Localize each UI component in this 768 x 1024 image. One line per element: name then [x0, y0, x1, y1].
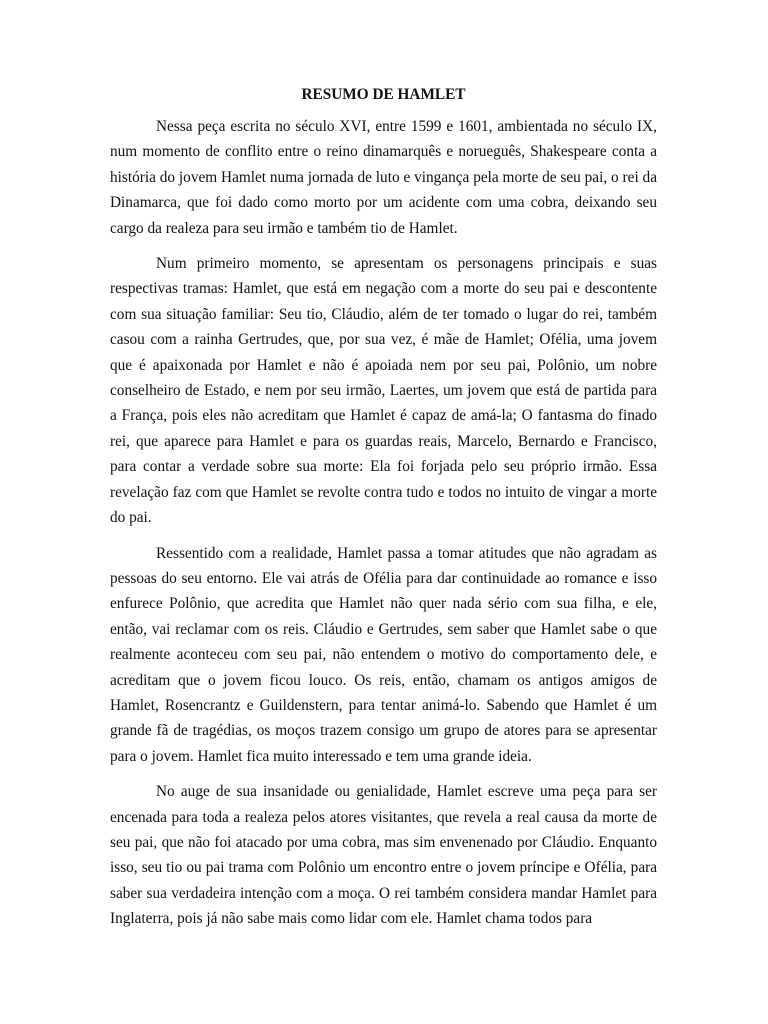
paragraph-4: No auge de sua insanidade ou genialidade, Hamlet escreve uma peça para ser encenada para toda a realeza pelos atores visitantes, que revela a real causa da morte de seu pai, que não foi atacado por uma cobra, mas sim envenenado por Cláudio. Enquanto isso, seu tio ou pai trama com Polônio um encontro entre o jovem príncipe e Ofélia, para saber sua verdadeira intenção com a moça. O rei também considera mandar Hamlet para Inglaterra, pois já não sabe mais como lidar com ele. Hamlet chama todos para [110, 783, 657, 928]
paragraph-1: Nessa peça escrita no século XVI, entre 1599 e 1601, ambientada no século IX, num momento de conflito entre o reino dinamarquês e norueguês, Shakespeare conta a história do jovem Hamlet numa jornada de luto e vingança pela morte de seu pai, o rei da Dinamarca, que foi dado como morto por um acidente com uma cobra, deixando seu cargo da realeza para seu irmão e também tio de Hamlet. [110, 118, 657, 237]
document-page [110, 82, 657, 942]
paragraph-3: Ressentido com a realidade, Hamlet passa a tomar atitudes que não agradam as pessoas do seu entorno. Ele vai atrás de Ofélia para dar continuidade ao romance e isso enfurece Polônio, que acredita que Hamlet não quer nada sério com sua filha, e ele, então, vai reclamar com os reis. Cláudio e Gertrudes, sem saber que Hamlet sabe o que realmente aconteceu com seu pai, não entendem o motivo do comportamento dele, e acreditam que o jovem ficou louco. Os reis, então, chamam os antigos amigos de Hamlet, Rosencrantz e Guildenstern, para tentar animá-lo. Sabendo que Hamlet é um grande fã de tragédias, os moços trazem consigo um grupo de atores para se apresentar para o jovem. Hamlet fica muito interessado e tem uma grande ideia. [110, 544, 657, 765]
document-title: RESUMO DE HAMLET [301, 86, 466, 103]
paragraph-2: Num primeiro momento, se apresentam os personagens principais e suas respectivas tramas: Hamlet, que está em negação com a morte do seu pai e descontente com sua situação familiar: Seu tio, Cláudio, além de ter tomado o lugar do rei, também casou com a rainha Gertrudes, que, por sua vez, é mãe de Hamlet; Ofélia, uma jovem que é apaixonada por Hamlet e não é apoiada nem por seu pai, Polônio, um nobre conselheiro de Estado, e nem por seu irmão, Laertes, um jovem que está de partida para a França, pois eles não acreditam que Hamlet é capaz de amá-la; O fantasma do finado rei, que aparece para Hamlet e para os guardas reais, Marcelo, Bernardo e Francisco, para contar a verdade sobre sua morte: Ela foi forjada pelo seu próprio irmão. Essa revelação faz com que Hamlet se revolte contra tudo e todos no intuito de vingar a morte do pai. [110, 255, 657, 527]
